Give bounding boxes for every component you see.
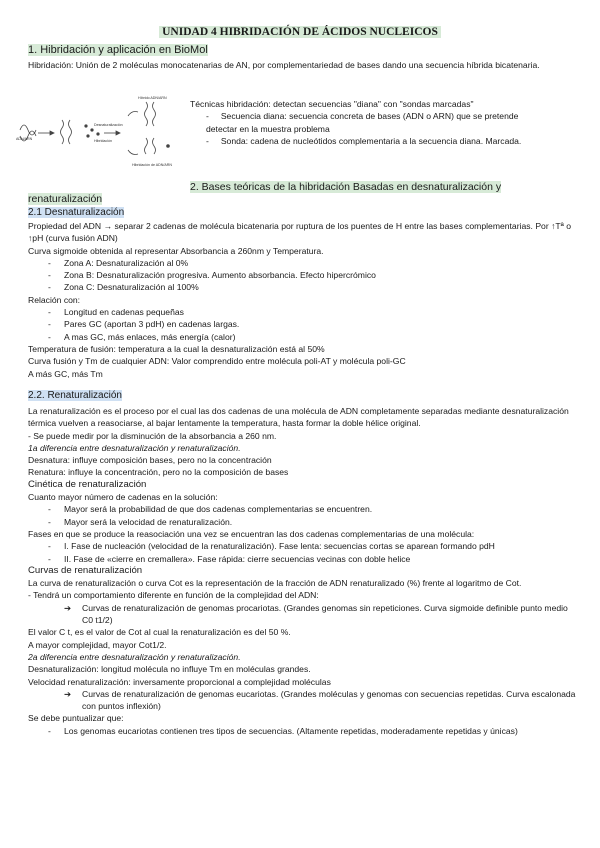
hybridization-diagram xyxy=(16,96,184,168)
text-line: Curva fusión y Tm de cualquier ADN: Valor comprendido entre molécula poli-AT y molécula poli-GC xyxy=(28,356,406,367)
text-line: A mayor complejidad, mayor Cot1/2. xyxy=(28,639,167,650)
arrow-up xyxy=(128,112,138,117)
list-item: - Longitud en cadenas pequeñas xyxy=(48,307,184,318)
text-line: 1a diferencia entre desnaturalización y renaturalización. xyxy=(28,442,241,453)
list-item: - II. Fase de «cierre en cremallera». Fase rápida: cierre secuencias vecinas con doble helice xyxy=(48,553,411,564)
text-line: Curva sigmoide obtenida al representar Absorbancia a 260nm y Temperatura. xyxy=(28,245,324,256)
section-1-heading: 1. Hibridación y aplicación en BioMol xyxy=(28,44,208,56)
text-line: La curva de renaturalización o curva Cot es la representación de la fracción de ADN renaturalizado (%) frente al logaritmo de Cot. xyxy=(28,578,522,589)
section-2-heading-cont: renaturalización xyxy=(28,193,103,205)
text-line: A más GC, más Tm xyxy=(28,368,103,379)
arrow-down xyxy=(128,150,138,155)
hybrid-bottom-a xyxy=(145,138,148,154)
text-line: Renatura: influye la concentración, pero no la composición de bases xyxy=(28,467,289,478)
strand-b xyxy=(69,120,72,144)
list-item: - Mayor será la probabilidad de que dos cadenas complementarias se encuentren. xyxy=(48,504,373,515)
section-2-heading: 2. Bases teóricas de la hibridación Basadas en desnaturalización y xyxy=(190,181,502,193)
text-line: Hibridación: Unión de 2 moléculas monocatenarias de AN, por complementariedad de bases dando una secuencia híbrida bicatenaria. xyxy=(28,60,540,70)
text-line: Propiedad del ADN → separar 2 cadenas de molécula bicatenaria por ruptura de los puentes de H entre las bases complementarias. Por ↑Tª o ↑pH (curva fusión ADN) xyxy=(28,221,571,244)
arrow-item: ➔ Curvas de renaturalización de genomas procariotas. (Grandes genomas sin repeticiones. Curva sigmoide definible punto medio C0 t1/2) xyxy=(64,602,568,626)
dna-helix-left xyxy=(20,125,36,135)
diagram-label-desnat: Desnaturalización xyxy=(94,123,123,127)
diana-line: - Secuencia diana: secuencia concreta de bases (ADN o ARN) que se pretende detectar en la muestra problema xyxy=(206,111,519,134)
text-line: - Tendrá un comportamiento diferente en función de la complejidad del ADN: xyxy=(28,590,319,601)
dash: - xyxy=(206,135,221,146)
subsection-2-2: 2.2. Renaturalización xyxy=(28,390,122,401)
text-line: - Se puede medir por la disminución de la absorbancia a 260 nm. xyxy=(28,430,277,441)
strand-a xyxy=(61,120,64,144)
text-line: 2a diferencia entre desnaturalización y renaturalización. xyxy=(28,651,241,662)
renaturalizacion-body xyxy=(28,405,576,737)
text-line: Cinética de renaturalización xyxy=(28,478,147,490)
text-line: Se debe puntualizar que: xyxy=(28,713,124,724)
text-line: UNIDAD 4 HIBRIDACIÓN DE ÁCIDOS NUCLEICOS xyxy=(159,26,441,38)
hybrid-top-a xyxy=(145,102,148,126)
diagram-label-hibridacion-adn: Hibridación de ADN/ARN xyxy=(132,163,172,167)
text-line: Temperatura de fusión: temperatura a la cual la desnaturalización está al 50% xyxy=(28,343,325,354)
text-line: Relación con: xyxy=(28,294,81,305)
diagram-label-hibridacion: Hibridación xyxy=(94,139,112,143)
text-line: El valor C t, es el valor de Cot al cual la renaturalización es del 50 %. xyxy=(28,627,291,638)
text-line: Curvas de renaturalización xyxy=(28,564,143,576)
text-line: Velocidad renaturalización: inversamente proporcional a complejidad moléculas xyxy=(28,676,331,687)
text-line: Desnatura: influye composición bases, pero no la concentración xyxy=(28,455,272,466)
list-item: - Zona C: Desnaturalización al 100% xyxy=(48,282,199,293)
subsection-2-1: 2.1 Desnaturalización xyxy=(28,207,125,218)
list-item: - Mayor será la velocidad de renaturalización. xyxy=(48,516,233,527)
list-item: - A mas GC, más enlaces, más energía (calor) xyxy=(48,331,236,342)
list-item: - I. Fase de nucleación (velocidad de la renaturalización). Fase lenta: secuencias cortas se aparean formando pdH xyxy=(48,541,495,552)
hibridacion-definition xyxy=(28,59,576,71)
list-item: - Zona B: Desnaturalización progresiva. Aumento absorbancia. Efecto hipercrómico xyxy=(48,270,376,281)
text-line: Cuanto mayor número de cadenas en la solución: xyxy=(28,492,218,503)
arrow-right-icon: ➔ xyxy=(64,688,72,699)
dash: - xyxy=(206,111,221,122)
text-line: La renaturalización es el proceso por el cual las dos cadenas de una molécula de ADN completamente separadas mediante desnaturalización térmica vuelven a reasociarse, al bajar lentamente la temperatura, hasta formar la doble hélice original. xyxy=(28,406,569,429)
list-item: - Los genomas eucariotas contienen tres tipos de secuencias. (Altamente repetidas, moderadamente repetidas y únicas) xyxy=(48,725,518,736)
text-line: Desnaturalización: longitud molécula no influye Tm en moléculas grandes. xyxy=(28,664,311,675)
list-item: - Zona A: Desnaturalización al 0% xyxy=(48,257,189,268)
arrow-right-icon: ➔ xyxy=(64,602,72,613)
arrow-item: ➔ Curvas de renaturalización de genomas eucariotas. (Grandes moléculas y genomas con secuencias repetidas. Curva escalonada con puntos inflexión) xyxy=(64,688,576,712)
tecnicas-line: Técnicas hibridación: detectan secuencias "diana" con "sondas marcadas" xyxy=(190,99,474,109)
tecnicas-block xyxy=(190,98,540,147)
diagram-label-adn: ADN/ARN xyxy=(16,137,33,141)
sonda-line: - Sonda: cadena de nucleótidos complementaria a la secuencia diana. Marcada. xyxy=(206,135,522,146)
desnaturalizacion-body xyxy=(28,220,576,380)
list-item: - Pares GC (aportan 3 pdH) en cadenas largas. xyxy=(48,319,240,330)
diagram-label-hibrido: Híbrido ADN/ARN xyxy=(138,96,167,100)
page-title xyxy=(0,26,600,38)
text-line: Fases en que se produce la reasociación una vez se encuentran las dos cadenas complementarias de una molécula: xyxy=(28,528,475,539)
